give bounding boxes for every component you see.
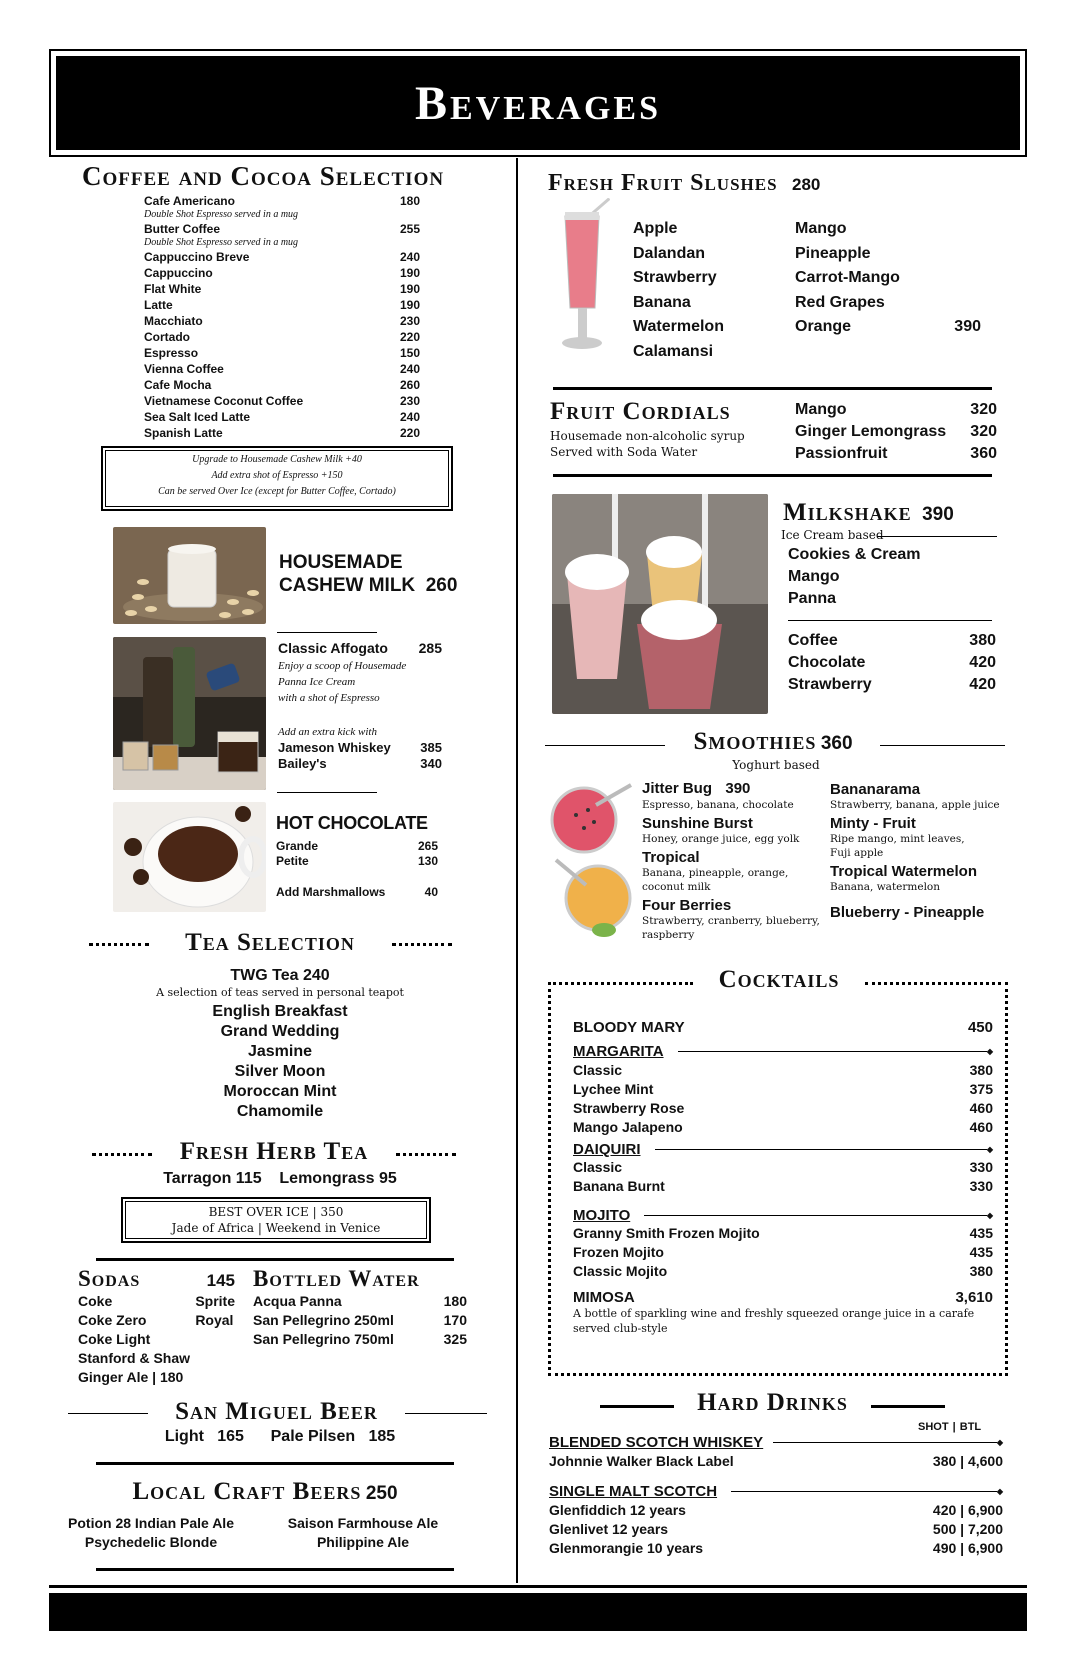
divider: [277, 632, 377, 633]
water-price: 180: [443, 1293, 467, 1309]
hard-line-right: [871, 1405, 945, 1408]
affogato-kick: Add an extra kick with: [278, 726, 377, 738]
cocktail-name: Lychee Mint: [573, 1081, 654, 1097]
slush-item: Strawberry: [633, 269, 717, 286]
herb-box-line: BEST OVER ICE | 350: [208, 1205, 344, 1219]
hard-item: Glenfiddich 12 years: [549, 1502, 686, 1518]
hard-price: 490 | 6,900: [932, 1540, 1003, 1556]
slush-col1: [633, 217, 724, 364]
slush-item: Dalandan: [633, 244, 706, 262]
addon-name: Jameson Whiskey: [278, 740, 391, 755]
hard-cols: SHOT | BTL: [918, 1421, 982, 1433]
hard-heading: Hard Drinks: [697, 1389, 848, 1416]
cocktail-price: 380: [969, 1062, 993, 1078]
herb-items: Tarragon 115 Lemongrass 95: [163, 1170, 397, 1187]
cocktail-price: 3,610: [955, 1289, 993, 1306]
soda-item: Coke: [78, 1293, 113, 1309]
smoothie-desc: Banana, pineapple, orange,: [642, 867, 789, 879]
cocktails-content: BLOODY MARY 450 MARGARITA ◆ Classic 380 Lychee Mint 375 Strawberry Rose 460 Mango Jalapeno 460 DAIQUIRI ◆ Classic 330 Banana Burnt 330 MOJITO ◆ Granny Smith Frozen Mojito 435 Frozen Mojito 435 Classic Mojito 380 MIMOSA 3,610 A bottle of sparkling wine and freshly squeezed orange juice in a carafe served club-style: [573, 1019, 993, 1335]
cocktail-group: MARGARITA: [573, 1043, 664, 1060]
cocktail-name: Mango Jalapeno: [573, 1119, 683, 1135]
coffee-note-line: Upgrade to Housemade Cashew Milk +40: [192, 454, 362, 465]
smoothie-desc: Banana, watermelon: [830, 881, 941, 893]
slush-item: Red Grapes: [795, 293, 885, 311]
hard-item: Glenmorangie 10 years: [549, 1540, 704, 1556]
smoothie-desc: Strawberry, cranberry, blueberry,: [642, 915, 820, 927]
addon-price: 340: [420, 756, 442, 771]
smoothie-name: Bananarama: [830, 781, 921, 798]
smoothie-desc: Fuji apple: [830, 847, 884, 859]
soda-item: Stanford & Shaw: [78, 1350, 191, 1366]
cordial-price: 320: [970, 401, 997, 418]
cocktail-name: Classic: [573, 1062, 623, 1078]
addon-price: 385: [420, 740, 442, 755]
slush-price: 280: [792, 175, 821, 194]
smoothies-line-right: [880, 745, 1005, 746]
milkshake-item: Strawberry: [788, 676, 872, 693]
craft-list: [56, 1514, 458, 1552]
divider: [553, 387, 992, 390]
hard-price: 380 | 4,600: [932, 1453, 1003, 1469]
water-price: 325: [443, 1331, 467, 1347]
smoothies-right: [830, 781, 1005, 921]
tea-block: [120, 967, 440, 1122]
tea-item: Moroccan Mint: [223, 1083, 337, 1100]
coffee-item: Cappuccino Breve 240: [144, 250, 420, 264]
cocktail-price: 330: [969, 1159, 993, 1175]
slush-orange-price: 390: [954, 318, 981, 335]
cordial-price: 360: [970, 445, 997, 462]
affogato-block: [278, 640, 442, 771]
milkshake-list2: [788, 630, 996, 696]
milkshake-price: 390: [922, 504, 954, 525]
milkshake-image: [552, 494, 768, 714]
slush-item: Pineapple: [795, 244, 871, 262]
divider: [788, 620, 992, 621]
milkshake-price-item: 380: [969, 632, 996, 649]
smoothie-name: Tropical: [642, 849, 700, 866]
cashew-title: [279, 551, 457, 597]
tea-dots-left: [89, 943, 149, 946]
smoothies-price: 360: [820, 733, 853, 754]
cocktail-name: BLOODY MARY: [573, 1019, 685, 1036]
cordial-item: Mango: [795, 401, 847, 418]
cocktail-group: MOJITO: [573, 1207, 631, 1224]
tea-heading: Tea Selection: [185, 929, 355, 956]
cordial-desc: Served with Soda Water: [550, 445, 698, 459]
milkshake-item: Cookies & Cream: [788, 546, 921, 563]
cocktails-heading: Cocktails: [718, 966, 840, 993]
hard-content: BLENDED SCOTCH WHISKEY ◆ Johnnie Walker Black Label 380 | 4,600 SINGLE MALT SCOTCH ◆ Glenfiddich 12 years 420 | 6,900 Glenlivet 12 years 500 | 7,200 Glenmorangie 10 years 490 | 6,900: [549, 1434, 1003, 1556]
smoothie-name: Minty - Fruit: [830, 815, 916, 832]
coffee-item: Butter Coffee 255: [144, 222, 420, 236]
milkshake-title: [783, 499, 954, 527]
hard-line-left: [600, 1405, 674, 1408]
slush-item: Mango: [795, 220, 847, 237]
soda-item: Ginger Ale | 180: [78, 1369, 184, 1385]
hotchoc-item: Grande: [276, 839, 319, 853]
header-frame: [49, 49, 1027, 157]
tea-item: Silver Moon: [234, 1063, 326, 1080]
milkshake-price-item: 420: [969, 654, 996, 671]
sodas-heading: Sodas: [78, 1266, 141, 1291]
coffee-notes-box: [101, 446, 453, 511]
divider: [277, 792, 377, 793]
coffee-note-line: Add extra shot of Espresso +150: [211, 470, 343, 481]
smoothies-line-left: [545, 745, 665, 746]
hotchoc-price: 40: [424, 885, 438, 899]
slush-heading: Fresh Fruit Slushes: [548, 170, 778, 196]
smoothie-desc: Espresso, banana, chocolate: [642, 799, 794, 811]
water-price: 170: [443, 1312, 467, 1328]
herb-heading: Fresh Herb Tea: [179, 1138, 369, 1165]
smoothie-price: 390: [725, 780, 751, 797]
tea-item: Jasmine: [247, 1043, 313, 1060]
sodas-block: [78, 1266, 235, 1387]
coffee-item: Latte 190: [144, 298, 420, 312]
divider: [96, 1568, 454, 1571]
cordial-heading: Fruit Cordials: [550, 398, 731, 425]
divider: [96, 1258, 454, 1261]
divider: [96, 1462, 454, 1465]
smoothies-heading: Smoothies: [693, 728, 817, 755]
water-item: San Pellegrino 750ml: [253, 1331, 394, 1347]
coffee-item: Sea Salt Iced Latte 240: [144, 410, 420, 424]
beer-heading: San Miguel Beer: [175, 1398, 378, 1425]
coffee-item: Macchiato 230: [144, 314, 420, 328]
coffee-list: [144, 193, 420, 441]
milkshake-item: Panna: [788, 590, 837, 607]
cocktail-name: Granny Smith Frozen Mojito: [573, 1225, 760, 1241]
smoothie-desc: Ripe mango, mint leaves,: [830, 833, 965, 845]
milkshake-item: Chocolate: [788, 654, 866, 671]
hotchoc-price: 265: [417, 839, 438, 853]
milkshake-list1: [788, 544, 921, 610]
hard-price: 500 | 7,200: [932, 1521, 1003, 1537]
smoothies-title: [666, 728, 880, 756]
herb-dots-right: [396, 1153, 456, 1156]
water-item: San Pellegrino 250ml: [253, 1312, 394, 1328]
hotchoc-item: Petite: [276, 854, 309, 868]
cocktails-top-right: [865, 982, 1008, 985]
herb-dots-left: [92, 1153, 152, 1156]
milkshake-sub: Ice Cream based: [781, 528, 884, 542]
tea-sub: TWG Tea 240: [230, 967, 330, 984]
hard-item: Johnnie Walker Black Label: [549, 1453, 734, 1469]
slush-item: Orange: [795, 318, 852, 335]
cashew-milk-image: [113, 527, 266, 624]
divider: [877, 536, 997, 537]
smoothie-desc: Strawberry, banana, apple juice: [830, 799, 1000, 811]
cashew-line2: CASHEW MILK: [279, 575, 416, 596]
coffee-note: Double Shot Espresso served in a mug: [144, 209, 299, 220]
hot-chocolate-image: [113, 802, 266, 912]
soda-item: Coke Light: [78, 1331, 151, 1347]
smoothie-desc: Honey, orange juice, egg yolk: [642, 833, 800, 845]
soda-item: Sprite: [195, 1293, 235, 1309]
hard-group: SINGLE MALT SCOTCH: [549, 1483, 718, 1500]
cashew-price: 260: [425, 575, 458, 596]
coffee-note-line: Can be served Over Ice (except for Butter Coffee, Cortado): [158, 486, 396, 497]
cashew-line1: HOUSEMADE: [279, 552, 403, 573]
smoothie-name: Jitter Bug: [642, 780, 713, 797]
tea-item: English Breakfast: [212, 1003, 348, 1020]
cocktail-name: Strawberry Rose: [573, 1100, 685, 1116]
sodas-price: 145: [206, 1271, 235, 1290]
cordial-left: [550, 398, 780, 460]
water-item: Acqua Panna: [253, 1293, 342, 1309]
cocktail-price: 460: [969, 1119, 993, 1135]
slush-item: Carrot-Mango: [795, 269, 900, 286]
coffee-heading: Coffee and Cocoa Selection: [82, 161, 445, 191]
craft-item: Saison Farmhouse Ale: [287, 1515, 439, 1531]
hotchoc-price: 130: [417, 854, 438, 868]
smoothie-name: Sunshine Burst: [642, 815, 753, 832]
cocktail-name: Frozen Mojito: [573, 1244, 664, 1260]
tea-dots-right: [392, 943, 452, 946]
hot-chocolate-block: [276, 813, 438, 899]
smoothie-name: Tropical Watermelon: [830, 863, 977, 880]
slush-image: [555, 198, 610, 363]
slush-title: [548, 170, 820, 197]
water-heading: Bottled Water: [253, 1266, 420, 1291]
cocktail-name: MIMOSA: [573, 1289, 635, 1306]
cocktail-price: 330: [969, 1178, 993, 1194]
herb-box-line: Jade of Africa | Weekend in Venice: [171, 1221, 381, 1235]
water-block: [253, 1266, 467, 1349]
cordial-list: [795, 399, 997, 465]
milkshake-price-item: 420: [969, 676, 996, 693]
cocktail-name: Classic: [573, 1159, 623, 1175]
smoothie-name: Four Berries: [642, 897, 732, 914]
tea-item: Chamomile: [236, 1103, 324, 1120]
coffee-item: Cortado 220: [144, 330, 420, 344]
affogato-name: Classic Affogato: [278, 640, 388, 656]
coffee-item: Flat White 190: [144, 282, 420, 296]
cocktail-price: 380: [969, 1263, 993, 1279]
soda-item: Coke Zero: [78, 1312, 147, 1328]
hard-group: BLENDED SCOTCH WHISKEY: [549, 1434, 764, 1451]
smoothies-left: [642, 780, 822, 942]
smoothie-desc: raspberry: [642, 929, 695, 941]
coffee-item: Cappuccino 190: [144, 266, 420, 280]
coffee-item: Vietnamese Coconut Coffee 230: [144, 394, 420, 408]
smoothie-desc: coconut milk: [642, 881, 711, 893]
slush-col2: [795, 217, 981, 340]
coffee-item: Cafe Mocha 260: [144, 378, 420, 392]
beer-line-left: [68, 1413, 148, 1414]
page-title: Beverages: [414, 76, 662, 130]
affogato-price: 285: [418, 640, 442, 656]
craft-item: Psychedelic Blonde: [84, 1534, 218, 1550]
smoothies-sub: Yoghurt based: [732, 758, 820, 772]
milkshake-heading: Milkshake: [783, 499, 912, 526]
divider: [553, 474, 992, 477]
slush-item: Banana: [633, 293, 691, 311]
hard-item: Glenlivet 12 years: [549, 1521, 669, 1537]
footer-bar: [49, 1593, 1027, 1631]
hard-price: 420 | 6,900: [932, 1502, 1003, 1518]
hotchoc-item: Add Marshmallows: [276, 885, 386, 899]
coffee-item: Spanish Latte 220: [144, 426, 420, 440]
slush-item: Calamansi: [633, 342, 714, 360]
cocktail-price: 375: [969, 1081, 993, 1097]
coffee-note: Double Shot Espresso served in a mug: [144, 237, 299, 248]
cocktail-price: 450: [967, 1019, 993, 1036]
coffee-item: Vienna Coffee 240: [144, 362, 420, 376]
cordial-desc: Housemade non-alcoholic syrup: [550, 429, 745, 443]
beer-items: Light 165 Pale Pilsen 185: [164, 1428, 396, 1445]
herb-box: [121, 1197, 431, 1243]
cordial-item: Ginger Lemongrass: [795, 423, 947, 440]
affogato-desc: Panna Ice Cream: [278, 676, 356, 688]
milkshake-item: Coffee: [788, 632, 838, 649]
cocktail-name: Banana Burnt: [573, 1178, 665, 1194]
cocktail-group: DAIQUIRI: [573, 1141, 641, 1158]
affogato-desc: with a shot of Espresso: [278, 692, 380, 704]
hot-chocolate-title: HOT CHOCOLATE: [276, 813, 428, 833]
cocktail-price: 435: [969, 1244, 993, 1260]
craft-title: [60, 1478, 470, 1506]
milkshake-item: Mango: [788, 568, 840, 585]
cocktail-price: 460: [969, 1100, 993, 1116]
slush-item: Watermelon: [633, 318, 724, 335]
coffee-item: Cafe Americano 180: [144, 194, 420, 208]
cordial-price: 320: [970, 423, 997, 440]
slush-item: Apple: [633, 220, 678, 237]
cocktails-top-left: [548, 982, 693, 985]
header-bar: [56, 56, 1020, 150]
tea-desc: A selection of teas served in personal teapot: [156, 986, 404, 999]
cordial-item: Passionfruit: [795, 445, 888, 462]
craft-price: 250: [365, 1483, 398, 1504]
footer-rule: [49, 1585, 1027, 1588]
cocktail-price: 435: [969, 1225, 993, 1241]
column-divider: [516, 158, 518, 1583]
mimosa-desc: A bottle of sparkling wine and freshly squeezed orange juice in a carafe served club-style: [573, 1307, 975, 1335]
cocktail-name: Classic Mojito: [573, 1263, 668, 1279]
craft-item: Potion 28 Indian Pale Ale: [68, 1515, 234, 1531]
affogato-desc: Enjoy a scoop of Housemade: [278, 660, 407, 672]
soda-item: Royal: [195, 1312, 234, 1328]
smoothies-image: [546, 780, 638, 945]
coffee-item: Espresso 150: [144, 346, 420, 360]
craft-heading: Local Craft Beers: [132, 1478, 362, 1505]
addon-name: Bailey's: [278, 756, 327, 771]
beer-line-right: [405, 1413, 487, 1414]
tea-item: Grand Wedding: [220, 1023, 340, 1040]
craft-item: Philippine Ale: [316, 1534, 410, 1550]
smoothie-name: Blueberry - Pineapple: [830, 904, 985, 921]
affogato-image: [113, 637, 266, 790]
